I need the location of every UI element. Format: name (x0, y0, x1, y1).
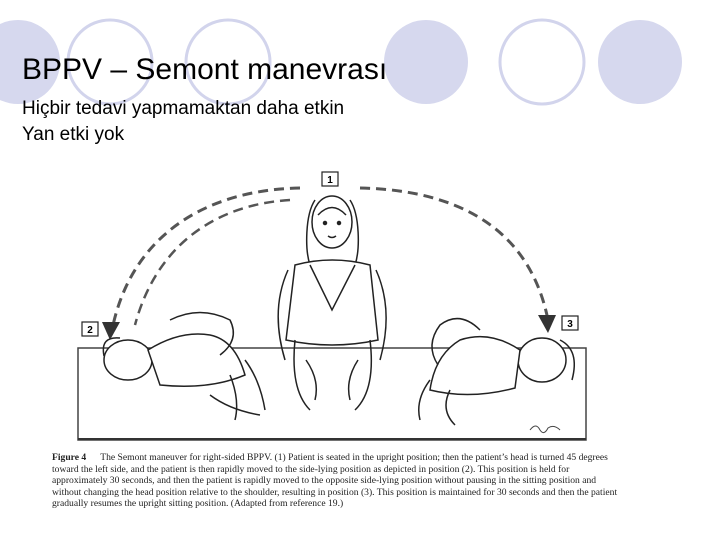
position-label-1 (322, 172, 338, 186)
arrow-to-position-3 (360, 188, 548, 320)
figure-caption (52, 452, 620, 510)
position-label-2-text: 2 (87, 325, 93, 336)
decor-circle (500, 20, 584, 104)
position-label-3-text: 3 (567, 319, 573, 330)
slide-title: BPPV – Semont manevrası (22, 53, 388, 86)
bullet-item: Yan etki yok (22, 124, 125, 145)
lying-patient-right (419, 319, 575, 425)
arrow-to-position-2-inner (135, 200, 290, 325)
bullet-list (22, 96, 344, 148)
position-label-1-text: 1 (327, 175, 333, 186)
position-label-3 (562, 316, 578, 330)
seated-patient (278, 196, 386, 410)
decor-circle (598, 20, 682, 104)
semont-maneuver-illustration (60, 160, 620, 450)
arrowhead-right (538, 315, 556, 333)
bullet-item: Hiçbir tedavi yapmamaktan daha etkin (22, 98, 345, 119)
lying-patient-left (103, 313, 265, 421)
artist-signature (530, 426, 560, 433)
figure-caption-text: The Semont maneuver for right-sided BPPV. (1) Patient is seated in the upright position; then the patient’s head is turned 45 degrees toward the left side, and the patient is then rapidly moved to the side-lying position as depicted in position (2). This position is held for approximately 30 seconds, and then the patient is rapidly moved to the opposite side-lying position without pausing in the sitting position and without changing the head position relative to the shoulder, resulting in position (3). This position is maintained for 30 seconds and then the patient gradually resumes the upright sitting position. (Adapted from reference 19.) (52, 452, 618, 510)
figure-label: Figure 4 (52, 452, 87, 463)
decor-circle (384, 20, 468, 104)
position-label-2 (82, 322, 98, 336)
